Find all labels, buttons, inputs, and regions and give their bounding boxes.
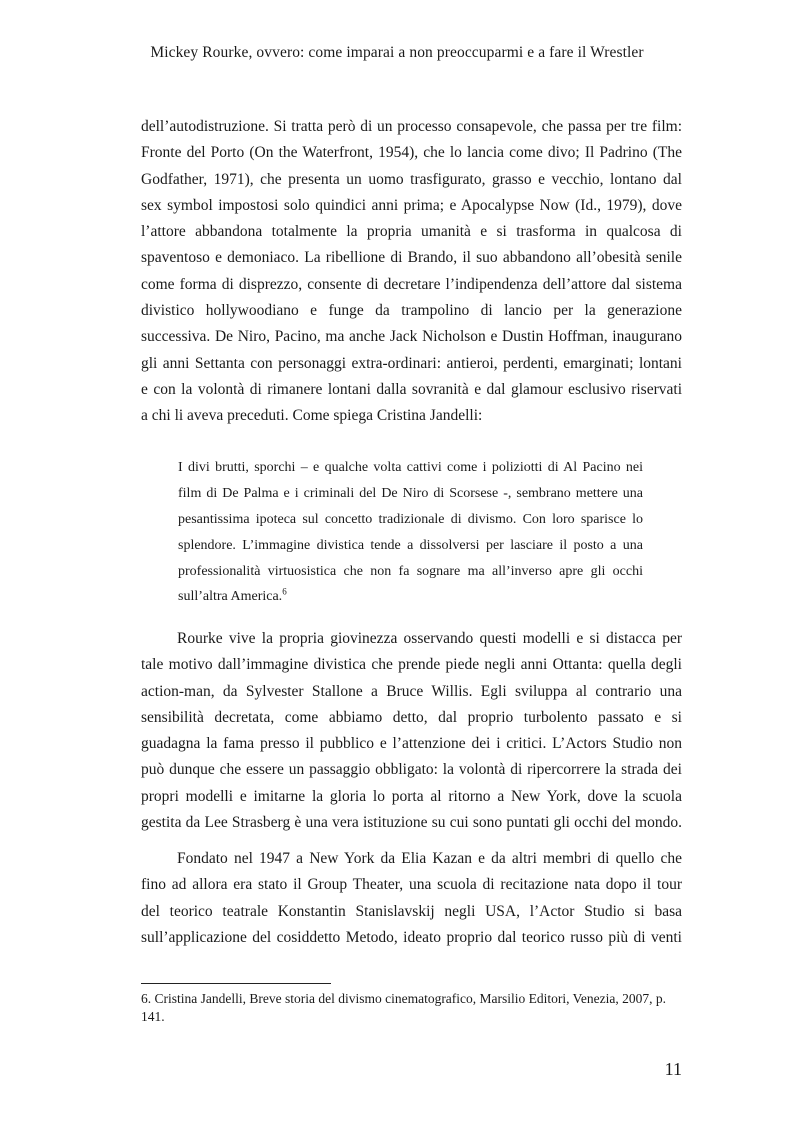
text-line: del teorico teatrale Konstantin Stanislavskij negli USA, l’Actor Studio si basa <box>141 902 682 920</box>
text-line: spaventoso e demoniaco. La ribellione di Brando, il suo abbandono all’obesità senile <box>141 249 682 267</box>
footnote-reference[interactable]: 6 <box>282 586 287 597</box>
text-line: tale motivo dall’immagine divistica che prende piede negli anni Ottanta: quella degli <box>141 656 682 674</box>
text-line: Fondato nel 1947 a New York da Elia Kazan e da altri membri di quello che <box>177 850 682 867</box>
text-line: propri modelli e imitarne la gloria lo porta al ritorno a New York, dove la scuola <box>141 787 682 805</box>
text-line: può dunque che essere un passaggio obbligato: la volontà di ripercorrere la strada dei <box>141 761 682 779</box>
footnote: 6. Cristina Jandelli, Breve storia del divismo cinematografico, Marsilio Editori, Venezia, 2007, p. 141. <box>141 991 667 1024</box>
text-line: fino ad allora era stato il Group Theater, una scuola di recitazione nata dopo il tour <box>141 876 682 894</box>
quote-line: splendore. L’immagine divistica tende a dissolversi per lasciare il posto a una <box>178 537 643 553</box>
text-line: gli anni Settanta con personaggi extra-ordinari: antieroi, perdenti, emarginati; lontani <box>141 354 682 372</box>
text-line: l’attore abbandona totalmente la propria umanità e si trasforma in qualcosa di <box>141 223 682 241</box>
quote-line-text: sull’altra America. <box>178 589 283 605</box>
running-title: Mickey Rourke, ovvero: come imparai a non preoccuparmi e a fare il Wrestler <box>150 44 644 61</box>
text-line: sex symbol impostosi solo quindici anni prima; e Apocalypse Now (Id., 1979), dove <box>141 196 682 214</box>
text-line: dell’autodistruzione. Si tratta però di un processo consapevole, che passa per tre film: <box>141 118 682 135</box>
text-line: Godfather, 1971), che presenta un uomo trasfigurato, grasso e vecchio, lontano dal <box>141 170 682 188</box>
quote-line: pesantissima ipoteca sul concetto tradizionale di divismo. Con loro sparisce lo <box>178 511 643 527</box>
text-line: sensibilità decretata, come abbiamo detto, dal proprio turbolento passato e si <box>141 708 682 726</box>
block-quote <box>178 455 643 610</box>
quote-line: I divi brutti, sporchi – e qualche volta cattivi come i poliziotti di Al Pacino nei <box>178 460 643 475</box>
text-line: e con la volontà di rimanere lontani dalla sovranità e dal glamour esclusivo riservati <box>141 380 682 398</box>
page-number: 11 <box>664 1059 682 1079</box>
text-line: gestita da Lee Strasberg è una vera istituzione su cui sono puntati gli occhi del mondo. <box>141 814 682 832</box>
text-line: Rourke vive la propria giovinezza osservando questi modelli e si distacca per <box>177 630 682 647</box>
text-line: successiva. De Niro, Pacino, ma anche Jack Nicholson e Dustin Hoffman, inaugurano <box>141 328 682 346</box>
quote-line: film di De Palma e i criminali del De Niro di Scorsese -, sembrano mettere una <box>178 485 643 501</box>
text-line: a chi li aveva preceduti. Come spiega Cristina Jandelli: <box>141 407 483 425</box>
quote-line: professionalità virtuosistica che non fa sognare ma all’inverso apre gli occhi <box>178 563 643 579</box>
paragraph-rourke <box>141 626 682 836</box>
paragraph-actors-studio <box>141 846 682 951</box>
paragraph-brando <box>141 114 682 430</box>
text-line: sull’applicazione del cosiddetto Metodo, ideato proprio dal teorico russo più di venti <box>141 928 682 946</box>
text-line: divistico hollywoodiano e funge da trampolino di lancio per la generazione <box>141 302 682 320</box>
text-line: come forma di disprezzo, consente di decretare l’indipendenza dell’attore dal sistema <box>141 275 682 293</box>
text-line: action-man, da Sylvester Stallone a Bruce Willis. Egli sviluppa al contrario una <box>141 682 682 700</box>
footnote-separator <box>141 983 331 984</box>
quote-line-last <box>178 584 643 610</box>
text-line: guadagna la fama presso il pubblico e l’attenzione dei i critici. L’Actors Studio non <box>141 735 682 753</box>
text-line: Fronte del Porto (On the Waterfront, 1954), che lo lancia come divo; Il Padrino (The <box>141 144 682 162</box>
